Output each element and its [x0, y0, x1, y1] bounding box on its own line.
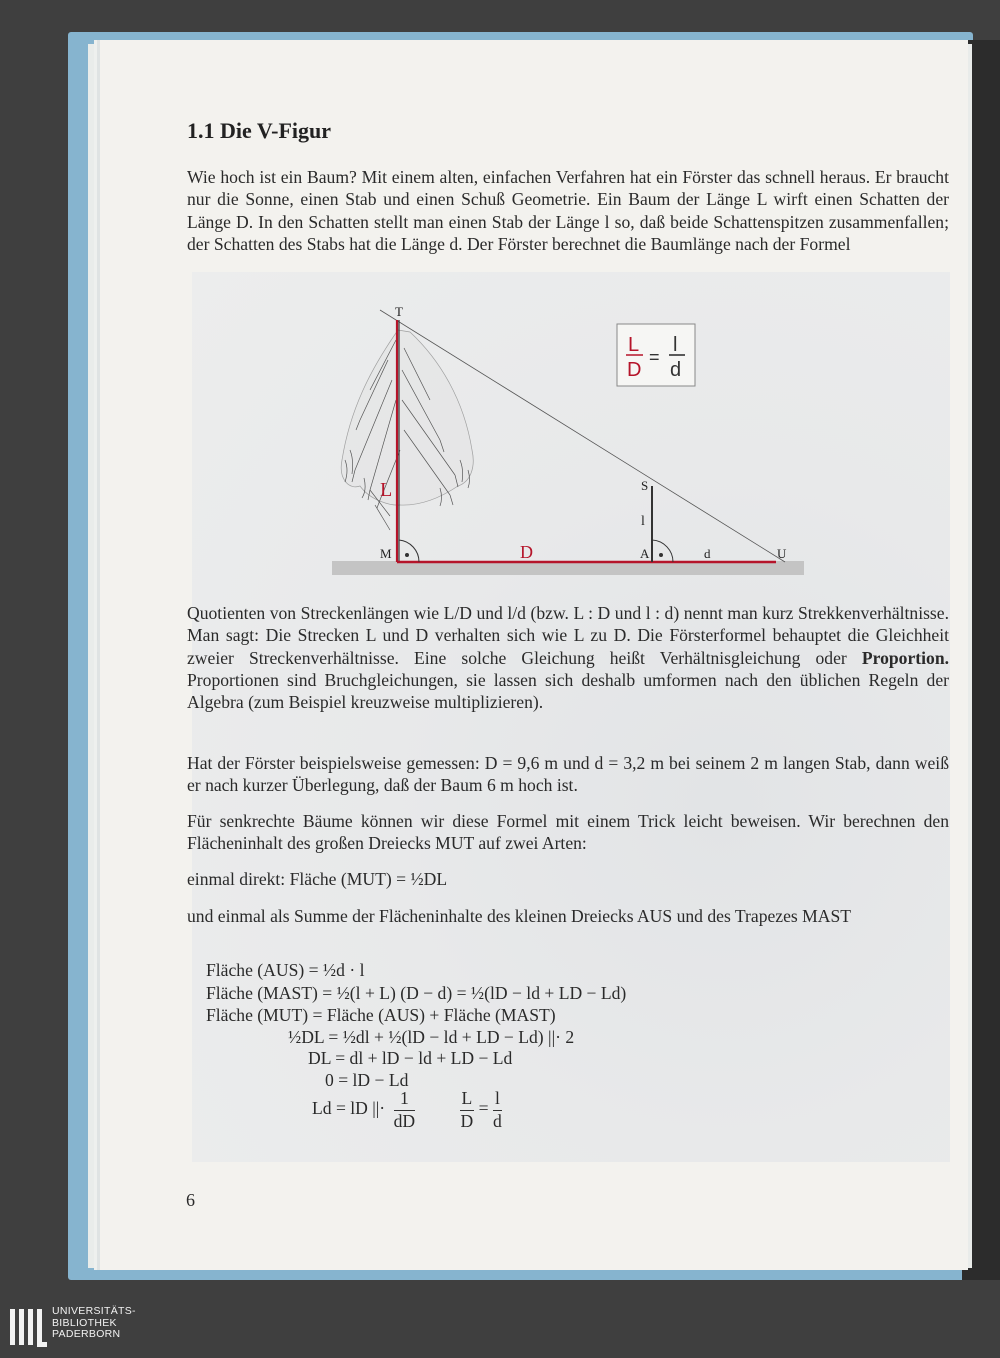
- v-figure-diagram: [330, 300, 810, 585]
- formula-den-right: d: [670, 359, 682, 381]
- label-A: A: [640, 546, 650, 561]
- direct-area-line: [187, 868, 949, 890]
- math-line-2: Fläche (MAST) = ½(l + L) (D − d) = ½(lD − ld + LD − Ld): [206, 983, 627, 1003]
- formula-num-right: l: [673, 334, 678, 356]
- formula-eq: =: [649, 347, 660, 367]
- label-L: L: [380, 479, 393, 501]
- math-line-7-eq: =: [478, 1098, 489, 1119]
- fraction-1-dD-num: 1: [394, 1090, 416, 1111]
- right-angle-A: [652, 540, 673, 562]
- math-line-6: 0 = lD − Ld: [325, 1070, 409, 1090]
- right-angle-M: [399, 540, 419, 562]
- birch-tree: [341, 330, 473, 530]
- math-line-7-left: Ld = lD ||·: [312, 1098, 386, 1119]
- label-U: U: [777, 546, 787, 561]
- library-name: [52, 1306, 136, 1341]
- page-number: 6: [186, 1190, 195, 1210]
- label-d: d: [704, 546, 711, 561]
- math-line-4: ½DL = ½dl + ½(lD − ld + LD − Ld) ||· 2: [288, 1027, 575, 1047]
- fraction-L-D-den: D: [460, 1110, 474, 1131]
- proportion-text-a: Quotienten von Streckenlängen wie L/D und l/d (bzw. L : D und l : d) nennt man kurz Strekkenverhältnisse. Man sagt: Die Strecken L und D verhalten sich wie L zu D. Die Försterformel behauptet die Gleichheit zweier Streckenverhältnisse. Eine solche Gleichung heißt Verhältnisgleichung oder: [187, 603, 949, 668]
- angle-dot-A: [659, 553, 663, 557]
- proportion-paragraph: [187, 602, 949, 713]
- fraction-1-dD: [394, 1090, 416, 1130]
- intro-paragraph: Wie hoch ist ein Baum? Mit einem alten, einfachen Verfahren hat ein Förster das schnell heraus. Er braucht nur die Sonne, einen Stab und einen Schuß Geometrie. Ein Baum der Länge L wirft einen Schatten der Länge D. In den Schatten stellt man einen Stab der Länge l so, daß beide Schattenspitzen zusammenfallen; der Schatten des Stabs hat die Länge d. Der Förster berechnet die Baumlänge nach der Formel: [187, 167, 949, 254]
- direct-half: ½: [410, 869, 424, 889]
- library-line-1: UNIVERSITÄTS-: [52, 1305, 136, 1317]
- math-line-5: DL = dl + lD − ld + LD − Ld: [308, 1048, 513, 1068]
- label-S: S: [641, 478, 649, 493]
- library-logo-icon: [10, 1309, 48, 1349]
- proportion-text-b: Proportionen sind Bruchgleichungen, sie lassen sich deshalb umformen nach den üblichen Regeln der Algebra (zum Beispiel kreuzweise multiplizieren).: [187, 669, 949, 713]
- formula-num-left: L: [628, 334, 640, 356]
- library-line-2: BIBLIOTHEK: [52, 1316, 117, 1329]
- direct-prefix: einmal direkt: Fläche (MUT) =: [187, 869, 411, 889]
- fraction-l-d-den: d: [493, 1110, 502, 1131]
- label-T: T: [395, 304, 403, 319]
- math-line-3: Fläche (MUT) = Fläche (AUS) + Fläche (MAST): [206, 1005, 556, 1025]
- label-D: D: [520, 542, 533, 562]
- section-heading: 1.1 Die V-Figur: [187, 118, 331, 143]
- fraction-l-d-num: l: [493, 1090, 502, 1111]
- fraction-L-D-num: L: [460, 1090, 475, 1111]
- angle-dot-M: [405, 553, 409, 557]
- fraction-1-dD-den: dD: [393, 1110, 416, 1131]
- library-line-3: PADERBORN: [52, 1328, 121, 1340]
- sum-paragraph: und einmal als Summe der Flächeninhalte des kleinen Dreiecks AUS und des Trapezes MAST: [187, 906, 852, 926]
- proof-intro-paragraph: Für senkrechte Bäume können wir diese Formel mit einem Trick leicht beweisen. Wir berechnen den Flächeninhalt des großen Dreiecks MUT auf zwei Arten:: [187, 811, 949, 854]
- formula-den-left: D: [627, 359, 642, 381]
- fraction-l-d: [493, 1090, 502, 1130]
- fraction-L-D: [460, 1090, 475, 1130]
- math-line-1: Fläche (AUS) = ½d · l: [206, 960, 365, 980]
- proportion-term: Proportion.: [861, 647, 949, 668]
- label-M: M: [380, 546, 392, 561]
- label-l: l: [641, 514, 645, 529]
- direct-suffix: DL: [423, 869, 448, 889]
- math-line-7: [312, 1090, 502, 1130]
- example-paragraph: Hat der Förster beispielsweise gemessen: D = 9,6 m und d = 3,2 m bei seinem 2 m langen Stab, dann weiß er nach kurzer Überlegung, daß der Baum 6 m hoch ist.: [187, 753, 949, 796]
